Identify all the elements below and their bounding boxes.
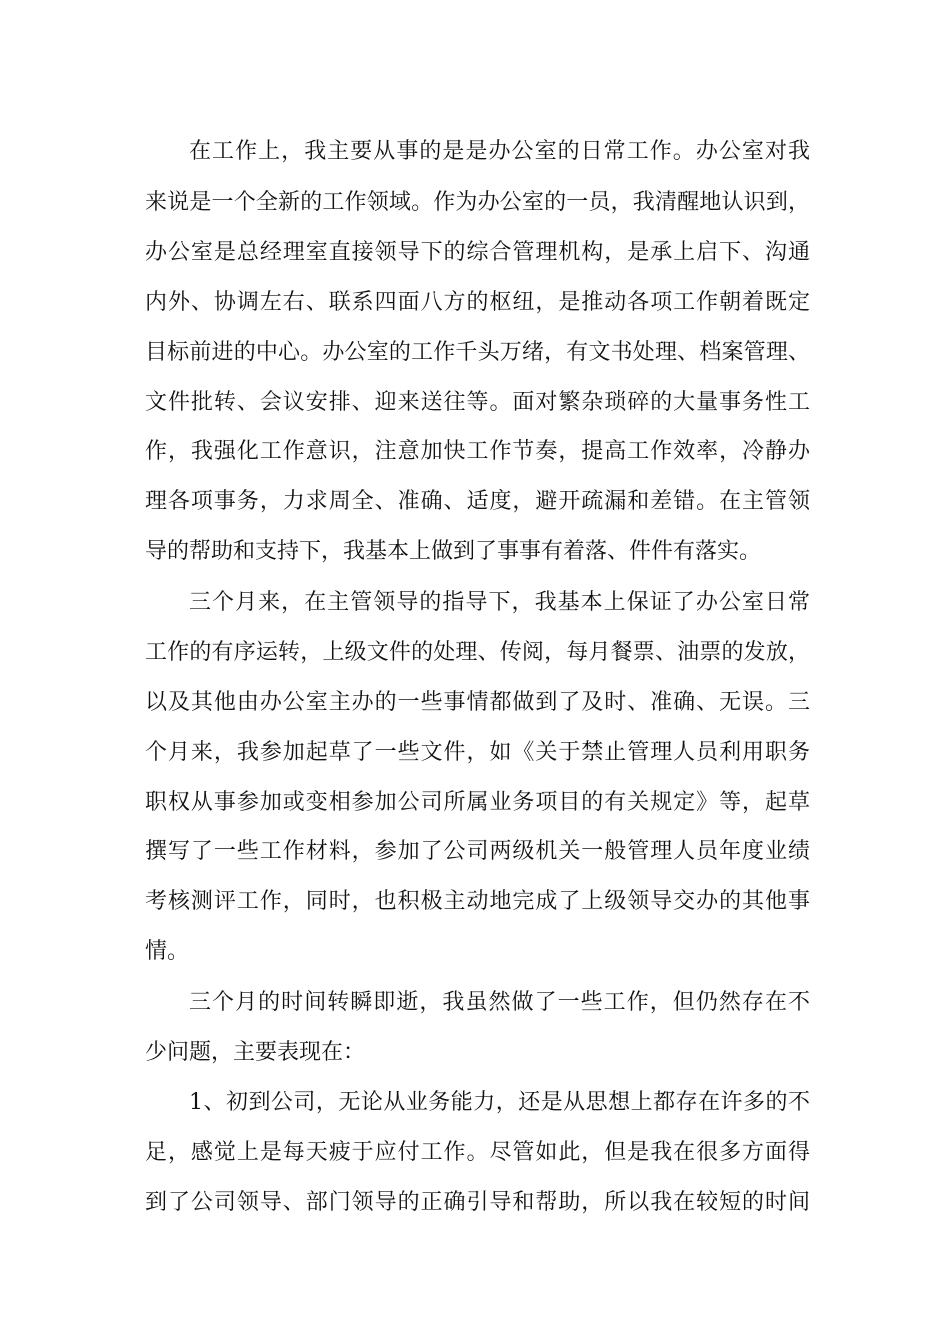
text-line: 到了公司领导、部门领导的正确引导和帮助，所以我在较短的时间 — [145, 1190, 810, 1215]
text-line: 目标前进的中心。办公室的工作千头万绪，有文书处理、档案管理、 — [145, 340, 810, 365]
text-line: 个月来，我参加起草了一些文件，如《关于禁止管理人员利用职务 — [145, 740, 810, 765]
text-line: 来说是一个全新的工作领域。作为办公室的一员，我清醒地认识到， — [145, 190, 810, 215]
text-line: 职权从事参加或变相参加公司所属业务项目的有关规定》等，起草 — [145, 790, 810, 815]
text-line: 三个月来，在主管领导的指导下，我基本上保证了办公室日常 — [189, 590, 810, 615]
text-line: 足，感觉上是每天疲于应付工作。尽管如此，但是我在很多方面得 — [145, 1140, 810, 1165]
text-line: 以及其他由办公室主办的一些事情都做到了及时、准确、无误。三 — [145, 690, 810, 715]
text-line: 作，我强化工作意识，注意加快工作节奏，提高工作效率，冷静办 — [145, 439, 810, 464]
text-line: 撰写了一些工作材料，参加了公司两级机关一般管理人员年度业绩 — [145, 839, 810, 864]
text-line: 考核测评工作，同时，也积极主动地完成了上级领导交办的其他事 — [145, 889, 810, 914]
text-line: 文件批转、会议安排、迎来送往等。面对繁杂琐碎的大量事务性工 — [145, 390, 810, 415]
text-line: 少问题，主要表现在： — [145, 1040, 366, 1065]
text-line: 三个月的时间转瞬即逝，我虽然做了一些工作，但仍然存在不 — [189, 990, 810, 1015]
text-line: 工作的有序运转，上级文件的处理、传阅，每月餐票、油票的发放， — [145, 640, 810, 665]
text-line: 理各项事务，力求周全、准确、适度，避开疏漏和差错。在主管领 — [145, 489, 810, 514]
text-line: 情。 — [145, 939, 190, 964]
text-line: 1、初到公司，无论从业务能力，还是从思想上都存在许多的不 — [189, 1090, 810, 1115]
text-line: 办公室是总经理室直接领导下的综合管理机构，是承上启下、沟通 — [145, 240, 810, 265]
text-line: 内外、协调左右、联系四面八方的枢纽，是推动各项工作朝着既定 — [145, 290, 810, 315]
text-line: 在工作上，我主要从事的是是办公室的日常工作。办公室对我 — [189, 139, 810, 164]
text-line: 导的帮助和支持下，我基本上做到了事事有着落、件件有落实。 — [145, 539, 762, 564]
